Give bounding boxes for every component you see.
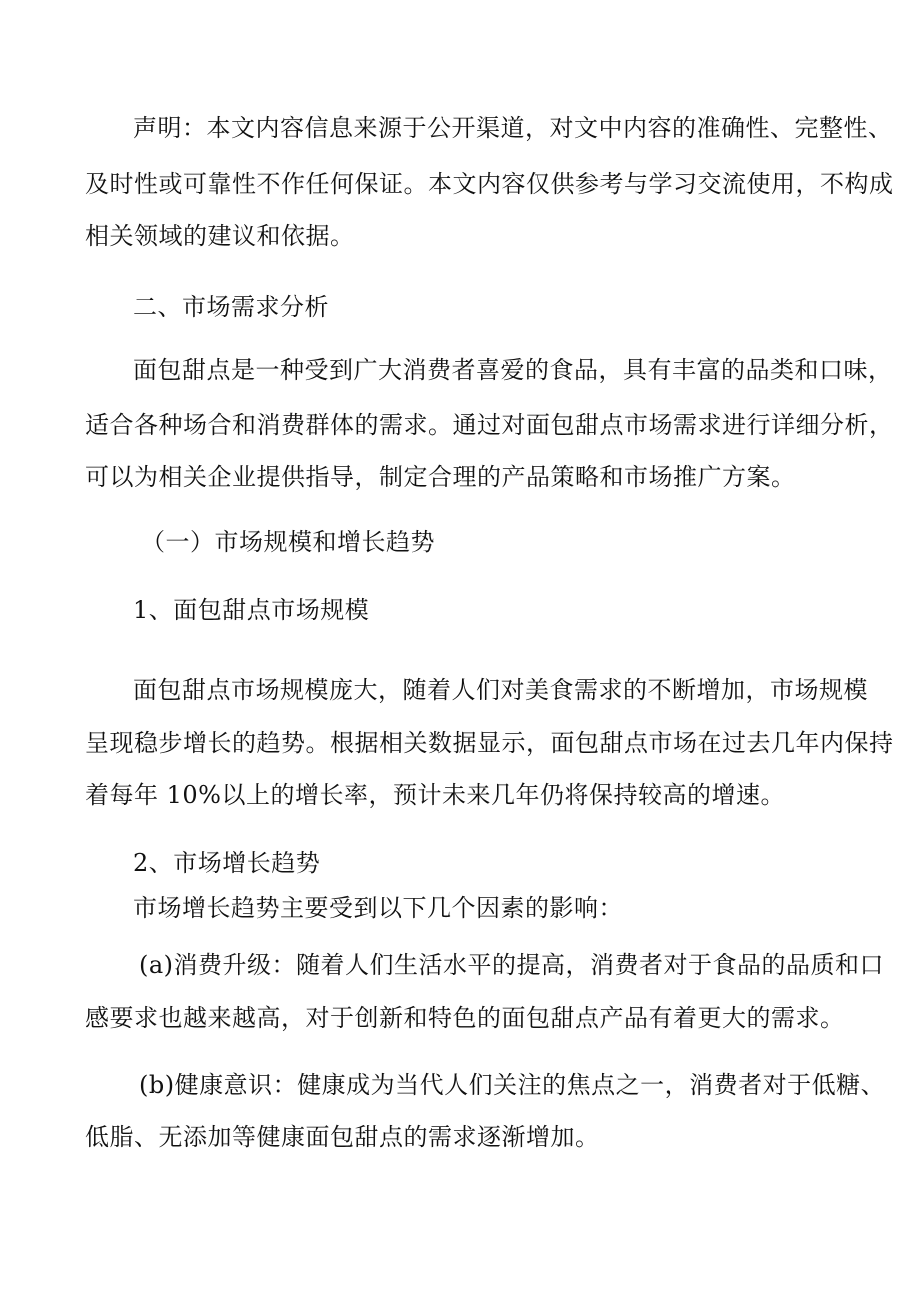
section-title: 二、市场需求分析 xyxy=(133,293,329,321)
factor-a-line-2: 感要求也越来越高，对于创新和特色的面包甜点产品有着更大的需求。 xyxy=(85,1004,845,1032)
disclaimer-line-3: 相关领域的建议和依据。 xyxy=(85,222,355,250)
item-2-title: 2、市场增长趋势 xyxy=(133,849,321,877)
item-1-body-line-1: 面包甜点市场规模庞大，随着人们对美食需求的不断增加，市场规模 xyxy=(133,676,868,704)
item-1-body-line-3: 着每年 10%以上的增长率，预计未来几年仍将保持较高的增速。 xyxy=(85,781,785,809)
subsection-title: （一）市场规模和增长趋势 xyxy=(141,528,435,556)
item-1-body-line-2: 呈现稳步增长的趋势。根据相关数据显示，面包甜点市场在过去几年内保持 xyxy=(85,729,894,757)
intro-line-3: 可以为相关企业提供指导，制定合理的产品策略和市场推广方案。 xyxy=(85,463,796,491)
intro-line-1: 面包甜点是一种受到广大消费者喜爱的食品，具有丰富的品类和口味， xyxy=(133,356,893,384)
item-1-title: 1、面包甜点市场规模 xyxy=(133,596,370,624)
intro-line-2: 适合各种场合和消费群体的需求。通过对面包甜点市场需求进行详细分析， xyxy=(85,411,894,439)
disclaimer-line-2: 及时性或可靠性不作任何保证。本文内容仅供参考与学习交流使用，不构成 xyxy=(85,170,894,198)
factor-b-line-1: (b)健康意识：健康成为当代人们关注的焦点之一，消费者对于低糖、 xyxy=(139,1071,886,1099)
factor-a-line-1: (a)消费升级：随着人们生活水平的提高，消费者对于食品的品质和口 xyxy=(139,951,885,979)
disclaimer-line-1: 声明：本文内容信息来源于公开渠道，对文中内容的准确性、完整性、 xyxy=(133,114,893,142)
factor-b-line-2: 低脂、无添加等健康面包甜点的需求逐渐增加。 xyxy=(85,1123,600,1151)
item-2-intro: 市场增长趋势主要受到以下几个因素的影响： xyxy=(133,894,623,922)
